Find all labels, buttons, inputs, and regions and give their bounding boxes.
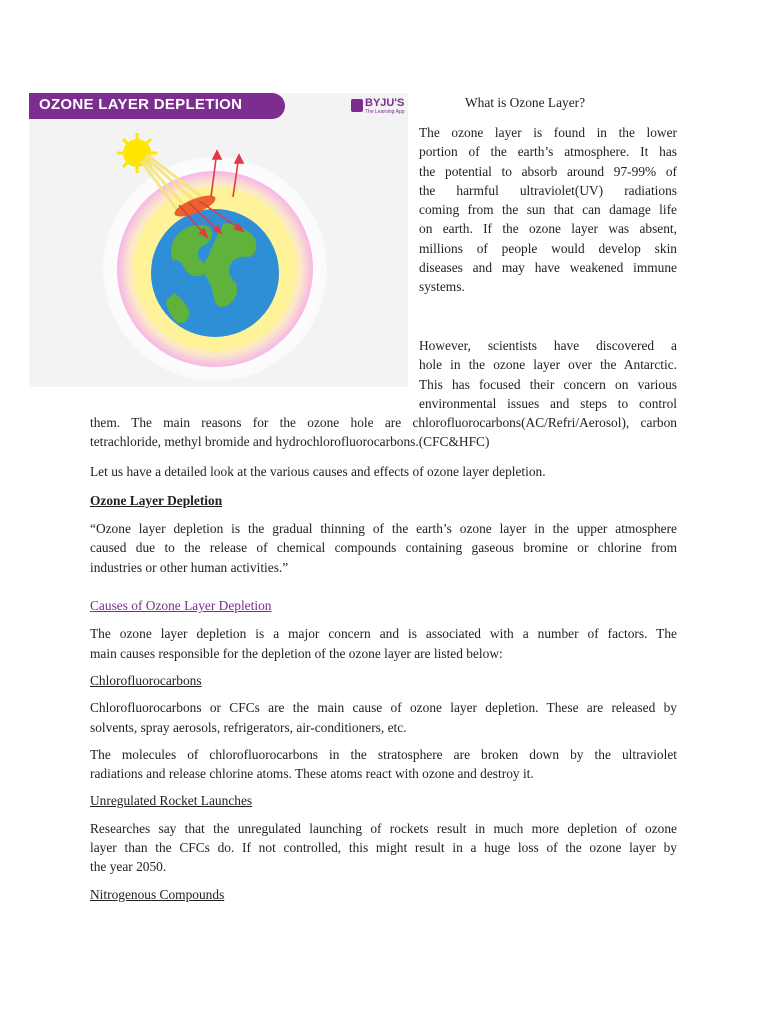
text-line: the harmful ultraviolet(UV) radiations [419,182,677,198]
causes-heading[interactable]: Causes of Ozone Layer Depletion [90,598,272,614]
lead-paragraph: Let us have a detailed look at the various causes and effects of ozone layer depletion. [90,463,546,479]
ozone-depletion-illustration [29,93,408,387]
text-line: diseases and may have weakened immune [419,260,677,276]
byjus-logo [351,97,403,117]
definition-heading: Ozone Layer Depletion [90,492,223,508]
text-line: The molecules of chlorofluorocarbons in the stratosphere are broken down by the ultraviolet [90,746,677,762]
text-line: industries or other human activities.” [90,559,289,575]
text-line: millions of people would develop skin [419,240,677,256]
text-line: Researches say that the unregulated launching of rockets result in much more depletion of ozone [90,820,677,836]
text-line: portion of the earth’s atmosphere. It has [419,144,677,160]
text-line: caused due to the release of chemical compounds containing gaseous bromine or chlorine from [90,540,677,556]
intro-paragraph-2 [419,336,677,413]
text-line: environmental issues and steps to control [419,395,677,411]
text-line: them. The main reasons for the ozone hole are chlorofluorocarbons(AC/Refri/Aerosol), carbon [90,415,677,430]
main-content [90,413,677,904]
text-line: radiations and release chlorine atoms. These atoms react with ozone and destroy it. [90,766,534,782]
text-line: However, scientists have discovered a [419,338,677,353]
figure-banner [29,93,285,119]
rocket-heading: Unregulated Rocket Launches [90,793,253,809]
logo-text: BYJU'S [365,97,405,109]
text-line: layer than the CFCs do. If not controlled, this might result in a huge loss of the ozone layer by [90,840,677,856]
text-line: the potential to absorb around 97-99% of [419,163,677,179]
logo-subtext: The Learning App [365,109,405,115]
nitro-heading: Nitrogenous Compounds [90,886,225,902]
text-line: tetrachloride, methyl bromide and hydrochlorofluorocarbons.(CFC&HFC) [90,434,490,450]
text-line: “Ozone layer depletion is the gradual thinning of the earth’s ozone layer in the upper atmosphere [90,521,677,537]
text-line: This has focused their concern on various [419,376,677,392]
figure-title: OZONE LAYER DEPLETION [39,96,243,113]
intro-paragraph-1 [419,123,677,297]
section-question: What is Ozone Layer? [465,95,586,110]
text-line: the year 2050. [90,859,167,875]
text-line: The ozone layer is found in the lower [419,125,677,140]
text-line: on earth. If the ozone layer was absent, [419,221,677,237]
text-line: The ozone layer depletion is a major concern and is associated with a number of factors. The [90,626,677,642]
text-line: hole in the ozone layer over the Antarctic. [419,357,677,373]
text-line: Chlorofluorocarbons or CFCs are the main cause of ozone layer depletion. These are released by [90,700,677,716]
logo-mark-icon [351,99,363,112]
cfc-heading: Chlorofluorocarbons [90,672,202,688]
text-line: solvents, spray aerosols, refrigerators, air-conditioners, etc. [90,719,407,735]
text-line: systems. [419,279,465,295]
text-line: coming from the sun that can damage life [419,202,677,218]
text-line: main causes responsible for the depletion of the ozone layer are listed below: [90,645,503,661]
earth-ozone-diagram [29,93,408,387]
